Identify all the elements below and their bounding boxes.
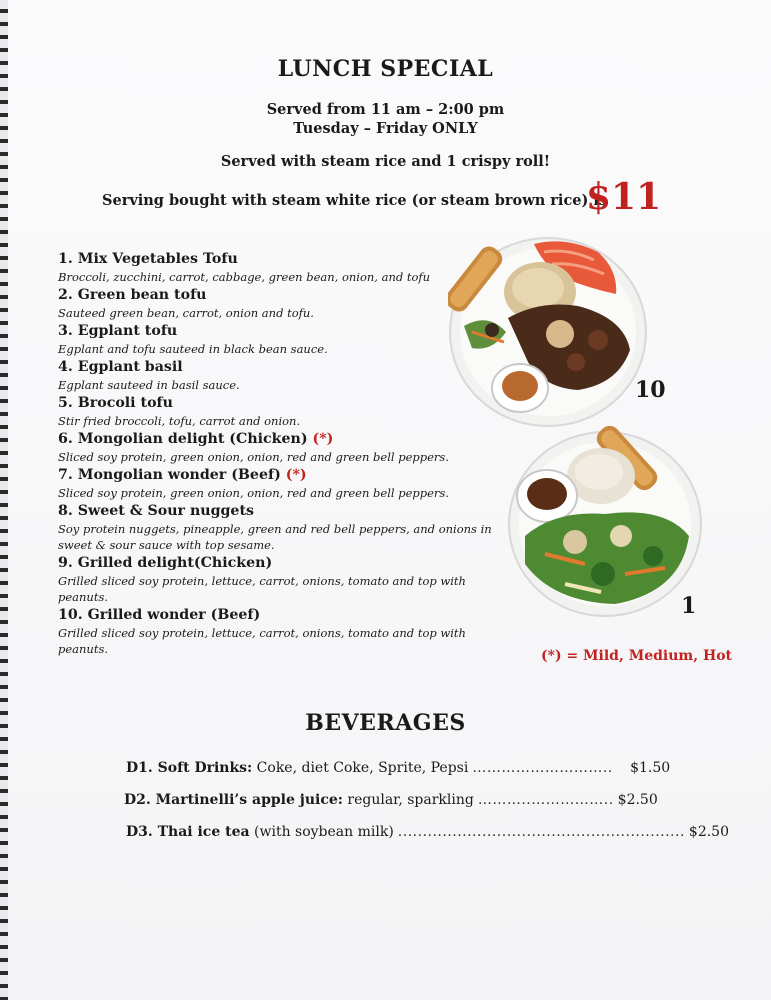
beverage-row xyxy=(126,760,670,776)
beverage-name: D2. Martinelli’s apple juice: xyxy=(124,792,343,808)
item-description: Sliced soy protein, green onion, onion, red and green bell peppers. xyxy=(58,450,449,464)
item-name: Mongolian delight (Chicken) xyxy=(77,431,308,447)
spice-legend: (*) = Mild, Medium, Hot xyxy=(541,648,733,664)
item-description: Egplant and tofu sauteed in black bean sauce. xyxy=(58,342,328,356)
plate-label-1: 1 xyxy=(681,593,697,619)
menu-item xyxy=(58,430,518,465)
item-name: Egplant tofu xyxy=(77,323,178,339)
plate-photo-1 xyxy=(505,424,705,620)
item-number: 8. xyxy=(58,503,73,519)
beverage-options: Coke, diet Coke, Sprite, Pepsi xyxy=(256,760,469,776)
leader-dots: ……………………….. xyxy=(472,760,613,776)
item-description: Soy protein nuggets, pineapple, green and red bell peppers, and onions in sweet & sour sauce with top sesame. xyxy=(58,522,492,552)
menu-item xyxy=(58,502,518,553)
item-number: 7. xyxy=(58,467,73,483)
menu-item xyxy=(58,466,518,501)
item-name: Mongolian wonder (Beef) xyxy=(77,467,281,483)
item-description: Grilled sliced soy protein, lettuce, carrot, onions, tomato and top with peanuts. xyxy=(58,626,466,656)
menu-item xyxy=(58,554,518,605)
serving-price-text: Serving bought with steam white rice (or steam brown rice) is xyxy=(102,192,608,209)
item-name: Mix Vegetables Tofu xyxy=(77,251,238,267)
served-with-text: Served with steam rice and 1 crispy roll! xyxy=(220,153,551,170)
item-description: Sliced soy protein, green onion, onion, red and green bell peppers. xyxy=(58,486,449,500)
menu-item-title xyxy=(58,502,518,521)
item-number: 4. xyxy=(58,359,73,375)
item-name: Brocoli tofu xyxy=(77,395,173,411)
menu-item xyxy=(58,606,518,657)
item-name: Egplant basil xyxy=(77,359,183,375)
plate-photo-10 xyxy=(448,222,648,428)
beverage-price: $1.50 xyxy=(630,760,671,776)
item-number: 3. xyxy=(58,323,73,339)
menu-item-title xyxy=(58,606,518,625)
spice-marker: (*) xyxy=(285,467,307,483)
item-name: Grilled delight(Chicken) xyxy=(77,555,273,571)
item-description: Broccoli, zucchini, carrot, cabbage, green bean, onion, and tofu xyxy=(58,270,431,284)
lunch-special-title: LUNCH SPECIAL xyxy=(277,56,494,82)
item-number: 1. xyxy=(58,251,73,267)
item-number: 10. xyxy=(58,607,83,623)
item-number: 9. xyxy=(58,555,73,571)
plate-label-10: 10 xyxy=(635,377,666,403)
menu-item-title xyxy=(58,554,518,573)
beverage-price: $2.50 xyxy=(688,824,730,840)
beverage-row xyxy=(124,792,658,808)
spice-marker: (*) xyxy=(312,431,334,447)
item-number: 5. xyxy=(58,395,73,411)
lunch-price: $11 xyxy=(586,176,662,218)
menu-item-title xyxy=(58,466,518,485)
beverage-options: regular, sparkling xyxy=(347,792,474,808)
menu-item-title xyxy=(58,430,518,449)
item-name: Grilled wonder (Beef) xyxy=(87,607,261,623)
item-name: Sweet & Sour nuggets xyxy=(77,503,254,519)
item-description: Egplant sauteed in basil sauce. xyxy=(58,378,240,392)
item-number: 2. xyxy=(58,287,73,303)
item-name: Green bean tofu xyxy=(77,287,207,303)
item-number: 6. xyxy=(58,431,73,447)
leader-dots: ………..…………….. xyxy=(477,792,614,808)
leader-dots: .......................................................... xyxy=(397,824,685,840)
beverage-options: (with soybean milk) xyxy=(254,824,394,840)
item-description: Stir fried broccoli, tofu, carrot and onion. xyxy=(58,414,301,428)
hours-line-2: Tuesday – Friday ONLY xyxy=(293,120,478,137)
item-description: Grilled sliced soy protein, lettuce, carrot, onions, tomato and top with peanuts. xyxy=(58,574,466,604)
beverage-price: $2.50 xyxy=(617,792,658,808)
beverages-title: BEVERAGES xyxy=(305,710,466,736)
beverage-name: D3. Thai ice tea xyxy=(126,824,250,840)
item-description: Sauteed green bean, carrot, onion and tofu. xyxy=(58,306,314,320)
beverage-row xyxy=(126,824,729,840)
spiral-binding xyxy=(0,0,8,1000)
hours-line-1: Served from 11 am – 2:00 pm xyxy=(266,101,505,118)
beverage-name: D1. Soft Drinks: xyxy=(126,760,253,776)
